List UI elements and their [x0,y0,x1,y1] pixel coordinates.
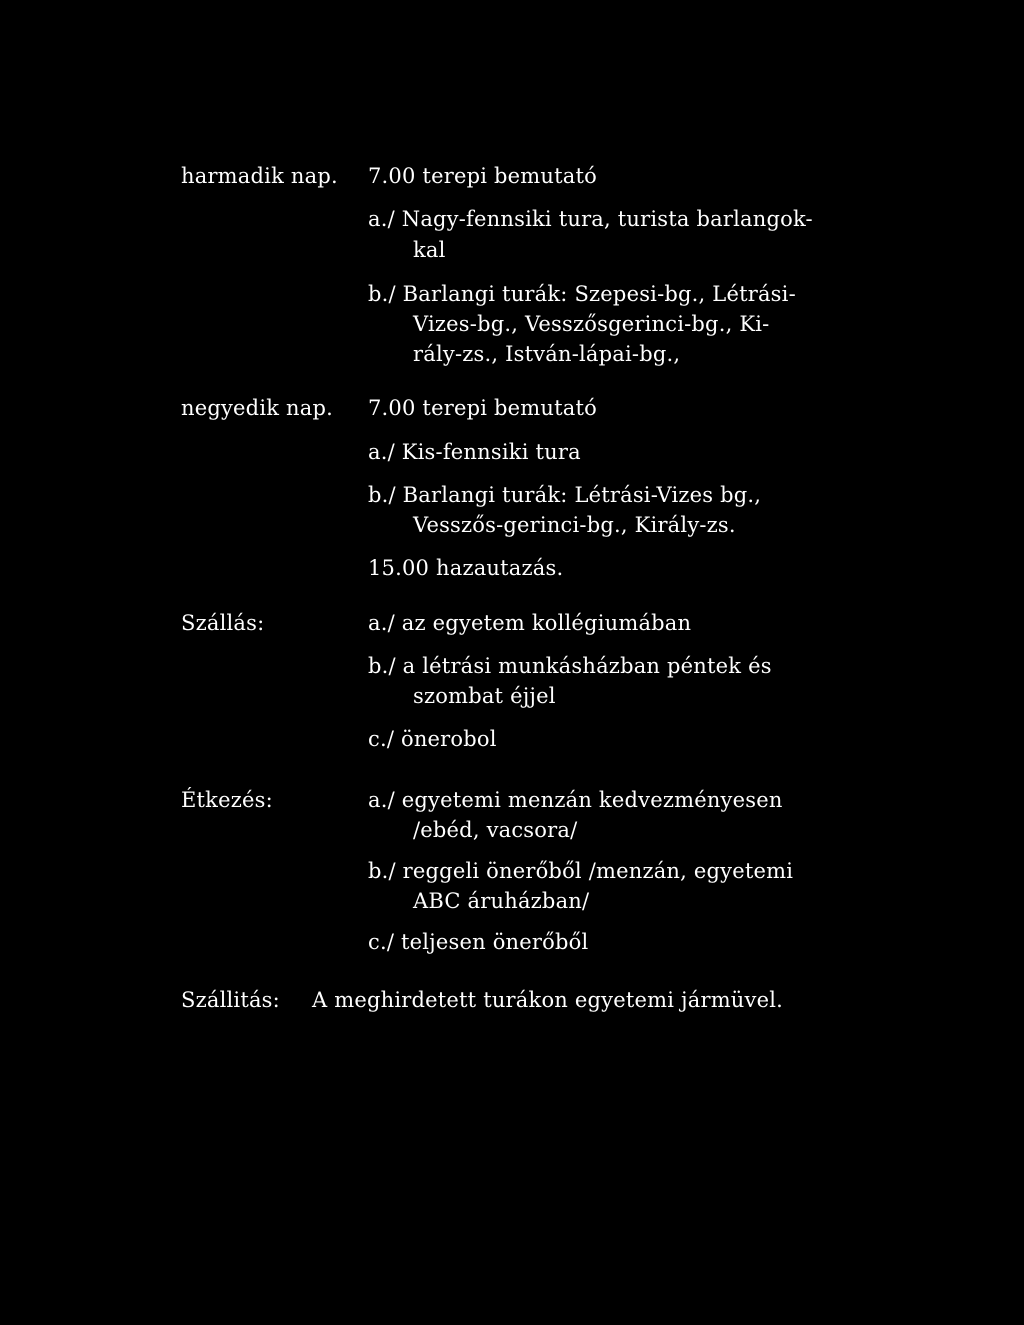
day3-label: harmadik nap. [181,164,338,188]
meals-item-c: c./ teljesen önerőből [368,930,589,954]
day4-item-b-line2: Vesszős-gerinci-bg., Király-zs. [413,513,736,537]
day3-time-line: 7.00 terepi bemutató [368,164,597,188]
day4-time-line: 7.00 terepi bemutató [368,396,597,420]
day3-item-b-line3: rály-zs., István-lápai-bg., [413,342,681,366]
day3-item-b-line2: Vizes-bg., Vesszősgerinci-bg., Ki- [413,312,770,336]
accommodation-item-a: a./ az egyetem kollégiumában [368,611,692,635]
transport-label: Szállitás: [181,988,280,1012]
day4-label: negyedik nap. [181,396,334,420]
meals-item-a-line1: a./ egyetemi menzán kedvezményesen [368,788,783,812]
meals-label: Étkezés: [181,788,273,812]
day3-item-a-line1: a./ Nagy-fennsiki tura, turista barlangok- [368,207,813,231]
accommodation-item-b-line1: b./ a létrási munkásházban péntek és [368,654,772,678]
day3-item-b-line1: b./ Barlangi turák: Szepesi-bg., Létrási- [368,282,796,306]
day4-item-b-line1: b./ Barlangi turák: Létrási-Vizes bg., [368,483,762,507]
meals-item-b-line1: b./ reggeli önerőből /menzán, egyetemi [368,859,794,883]
accommodation-item-b-line2: szombat éjjel [413,684,556,708]
day4-return-line: 15.00 hazautazás. [368,556,564,580]
accommodation-label: Szállás: [181,611,265,635]
accommodation-item-c: c./ önerobol [368,727,497,751]
transport-text: A meghirdetett turákon egyetemi jármüvel. [312,988,784,1012]
meals-item-a-line2: /ebéd, vacsora/ [413,818,578,842]
meals-item-b-line2: ABC áruházban/ [413,889,590,913]
day4-item-a-line1: a./ Kis-fennsiki tura [368,440,581,464]
day3-item-a-line2: kal [413,238,446,262]
